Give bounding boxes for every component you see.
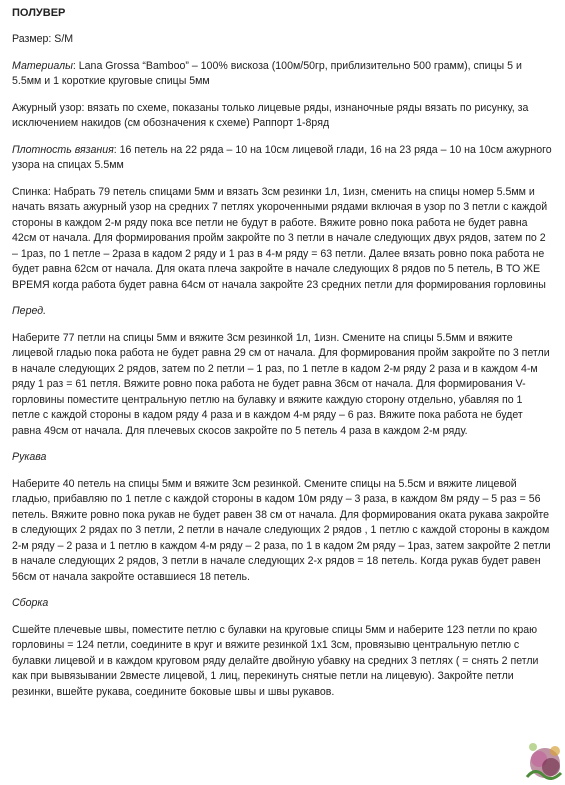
gauge-text: : 16 петель на 22 ряда – 10 на 10см лицевой глади, 16 на 23 ряда – 10 на 10см ажурного узора на спицах 5.5мм: [12, 143, 552, 171]
back-paragraph: Спинка: Набрать 79 петель спицами 5мм и вязать 3см резинки 1л, 1изн, сменить на спицы номер 5.5мм и начать вязать ажурный узор на средних 7 петлях укороченными рядами включая в узор по 3 петли с каждой стороны в каждом 2-м ряду пока все петли не будут в работе. Вяжите ровно пока работа не будет равна 42см от начала. Для формирования пройм закройте по 3 петли в начале следующих двух рядов, затем по 2 – 1раз, по 1 петле – 2раза в кадом 2 ряду и 1 раз в 4-м ряду = 63 петли. Далее вязать ровно пока работа не будет равна 62см от начала. Для оката плеча закройте в начале следующих 8 рядов по 5 петель, В ТО ЖЕ ВРЕМЯ когда работа будет равна 64см от начала закройте 23 средних петли для формирования горловины: [12, 185, 548, 291]
gauge-label: Плотность вязания: [12, 143, 114, 156]
sleeve-paragraph: Наберите 40 петель на спицы 5мм и вяжите 3см резинкой. Смените спицы на 5.5см и вяжите лицевой гладью, прибавляю по 1 петле с каждой стороны в кадом 10м ряду – 3 раза, в каждом 8м ряду – 5 раз = 56 петель. Вяжите ровно пока рукав не будет равен 38 см от начала. Для формирования оката рукава закройте в следующих 2 рядах по 3 петли, 2 петли в начале следующих 2 рядов , 1 петлю с каждой стороны в каждом 2-м ряду – 2 раза и 1 петлю в каждом 4-м ряду – 2 раза, по 1 в кадом 2м ряду – 1раз, затем закройте 2 петли в начале следующих 2 рядов, 3 петли в начале следующих 2-х рядов = 18 петель. Когда рукав будет равен 56см от начала закройте оставшиеся 18 петель.: [12, 477, 551, 583]
gauge-paragraph: [12, 143, 553, 174]
pattern-paragraph: Ажурный узор: вязать по схеме, показаны только лицевые ряды, изнаночные ряды вязать по рисунку, за исключением накидов (см обозначения к схеме) Раппорт 1-8ряд: [12, 101, 529, 129]
assembly-paragraph: Сшейте плечевые швы, поместите петлю с булавки на круговые спицы 5мм и наберите 123 петли по краю горловины = 124 петли, соедините в круг и вяжите резинкой 1х1 3см, провязывю центральную петлю с булавки лицевой и в каждом круговом ряду делайте двойную убавку на средних 3 петлях ( = снять 2 петли как при вывязывании 2вместе лицевой, 1 лиц, перекинуть снятые петли на лицевую). Закройте петли резинки, вшейте рукава, соедините боковые швы и швы рукавов.: [12, 623, 539, 698]
materials-text: : Lana Grossa “Bamboo” – 100% вискоза (100м/50гр, приблизительно 500 грамм), спицы 5 и 5.5мм и 1 короткие круговые спицы 5мм: [12, 59, 522, 87]
materials-paragraph: [12, 59, 553, 90]
sleeve-heading: Рукава: [12, 451, 47, 463]
document-page: [12, 6, 553, 711]
front-heading: Перед.: [12, 305, 47, 317]
size-line: Размер: S/M: [12, 33, 74, 45]
front-paragraph: Наберите 77 петли на спицы 5мм и вяжите 3см резинкой 1л, 1изн. Смените на спицы 5.5мм и вяжите лицевой гладью пока работа не будет равна 29 см от начала. Для формирования пройм закройте по 3 петли в начале следующих 2 рядов, затем по 2 петли – 1 раз, по 1 петле в кадом 2-м ряду 2 раза и в каждом 4-м ряду 1 раз = 61 петля. Вяжите ровно пока работа не будет равна 36см от начала. Для формирования V-горловины поместите центральную петлю на булавку и вяжите каждую сторону отдельно, убавляя по 1 петле с каждой стороны в кадом ряду 4 раза и в каждом 4-м ряду – 6 раз. Вяжите пока работа не будет равна 49см от начала. Для плечевых скосов закройте по 5 петель 4 раза в каждом 2-м ряду.: [12, 331, 550, 437]
floral-ornament-icon: [521, 737, 565, 785]
assembly-heading: Сборка: [12, 597, 49, 609]
document-title: ПОЛУВЕР: [12, 7, 66, 19]
materials-label: Материалы: [12, 59, 73, 72]
